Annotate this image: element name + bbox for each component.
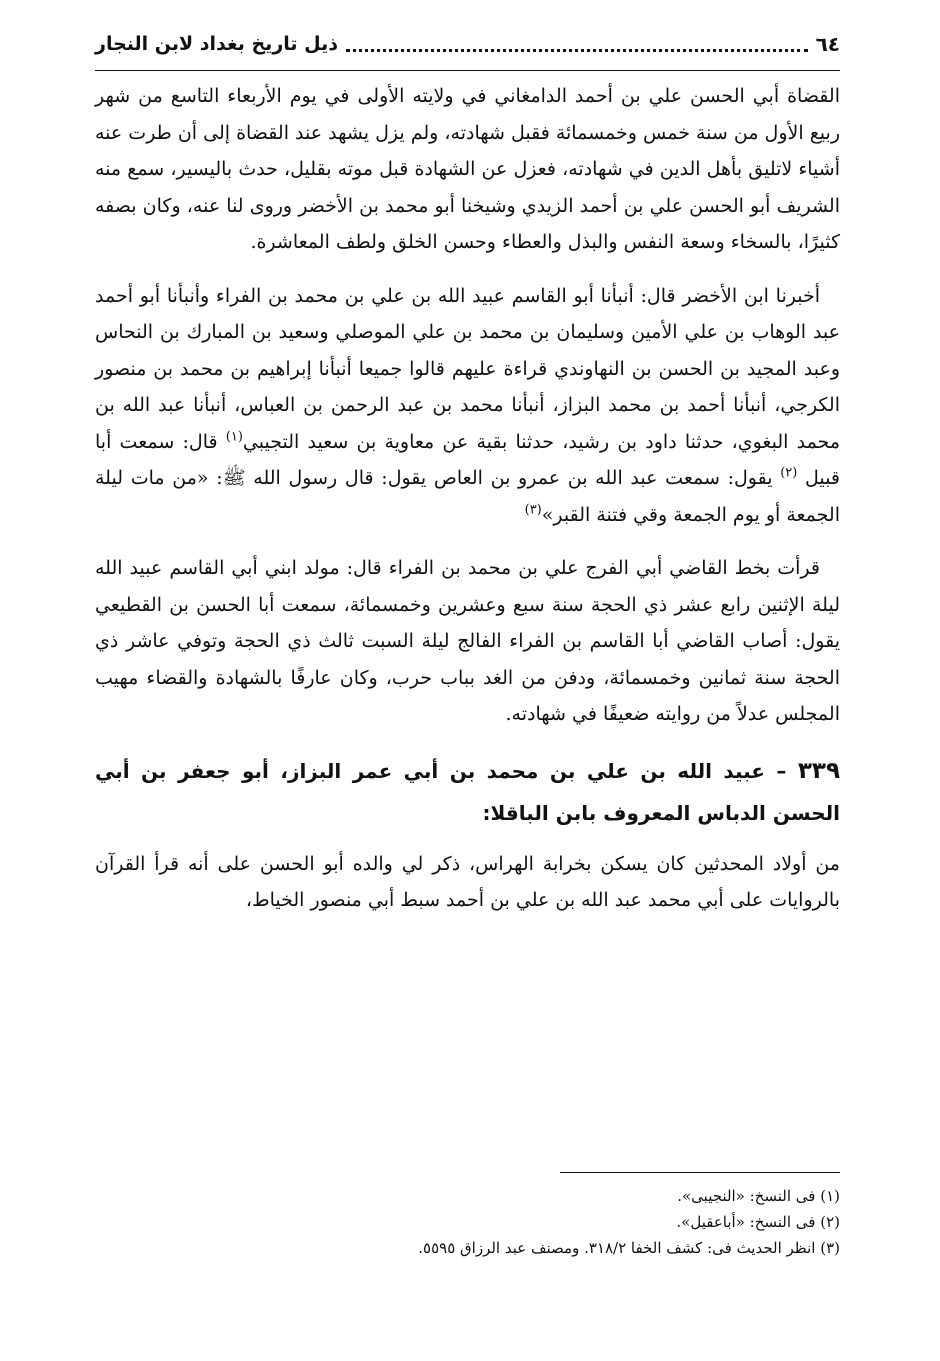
- page-number: ٦٤: [815, 32, 840, 56]
- footnote-2: (٢) فى النسخ: «أباعقيل».: [676, 1213, 840, 1231]
- hadith-text-part1: أخبرنا ابن الأخضر قال: أنبأنا أبو القاسم عبيد الله بن علي بن محمد بن الفراء وأنبأنا أبو أحمد عبد الوهاب بن علي الأمين وسليمان بن محمد بن علي الموصلي وسعيد بن المبارك بن النحاس وعبد المجيد بن الحسن بن النهاوندي قراءة عليهم قالوا جميعا أنبأنا إبراهيم بن محمد بن منصور الكرجي، أنبأنا أحمد بن محمد البزاز، أنبأنا محمد بن عبد الرحمن بن العباس، أنبأنا عبد الله بن محمد البغوي، حدثنا داود بن رشيد، حدثنا بقية عن معاوية بن سعيد التجيبي: [95, 284, 840, 453]
- running-header: [95, 22, 840, 66]
- entry-dash: –: [764, 758, 798, 783]
- paragraph-entry-start: من أولاد المحدثين كان يسكن بخرابة الهراس، ذكر لي والده أبو الحسن على أنه قرأ القرآن بالروايات على أبي محمد عبد الله بن علي بن أحمد سبط أبي منصور الخياط،: [95, 852, 840, 911]
- book-title: ذيل تاريخ بغداد لابن النجار: [95, 33, 338, 55]
- footnotes: [95, 1172, 840, 1261]
- entry-heading: [95, 750, 840, 834]
- hadith-text-part2: قال: سمعت أبا قبيل: [95, 430, 840, 489]
- body-text: [95, 78, 840, 936]
- paragraph-biography-continued: القضاة أبي الحسن علي بن أحمد الدامغاني في ولايته الأولى في يوم الأربعاء التاسع من شهر ربيع الأول من سنة خمس وخمسمائة فقبل شهادته، ولم يزل يشهد عند القضاة إلى أن طرت عنه أشياء لاتليق بأهل الدين في شهادته، فعزل عن الشهادة قبل موته بقليل، حدث باليسير، سمع منه الشريف أبو الحسن علي بن أحمد الزيدي وشيخنا أبو محمد بن الأخضر وروى لنا عنه، وكان بصفه كثيرًا، بالسخاء وسعة النفس والبذل والعطاء وحسن الخلق ولطف المعاشرة.: [95, 85, 840, 253]
- book-page: [95, 22, 840, 1342]
- footnote-ref-3: (٣): [524, 502, 542, 518]
- header-dot-leader: [346, 49, 808, 52]
- footnote-ref-1: (١): [225, 429, 243, 445]
- paragraph-hadith-chain: [95, 278, 840, 534]
- entry-heading-text: عبيد الله بن علي بن محمد بن أبي عمر البزاز، أبو جعفر بن أبي الحسن الدباس المعروف بابن الباقلا:: [95, 758, 840, 825]
- footnote-3: (٣) انظر الحديث فى: كشف الخفا ٣١٨/٢. ومصنف عبد الرزاق ٥٥٩٥.: [418, 1239, 840, 1257]
- header-rule: [95, 70, 840, 71]
- footnote-1: (١) فى النسخ: «النجيبى».: [677, 1187, 840, 1205]
- paragraph-birth-death: قرأت بخط القاضي أبي الفرج علي بن محمد بن الفراء قال: مولد ابني أبي القاسم عبيد الله ليلة الإثنين رابع عشر ذي الحجة سنة سبع وعشرين وخمسمائة، سمعت أبا الحسن بن القطيعي يقول: أصاب القاضي أبا القاسم بن الفراء الفالج ليلة السبت ثالث ذي الحجة وتوفي عاشر ذي الحجة سنة ثمانين وخمسمائة، ودفن من الغد بباب حرب، وكان عارفًا بالشهادة والقضاء مهيب المجلس عدلاً من روايته ضعيفًا في شهادته.: [95, 557, 840, 725]
- footnote-ref-2: (٢): [780, 465, 798, 481]
- entry-number: ٣٣٩: [797, 757, 840, 784]
- footnote-rule: [560, 1172, 840, 1173]
- hadith-text-part3: يقول: سمعت عبد الله بن عمرو بن العاص يقول: قال رسول الله ﷺ: «من مات ليلة الجمعة أو يوم الجمعة وقي فتنة القبر»: [95, 467, 840, 526]
